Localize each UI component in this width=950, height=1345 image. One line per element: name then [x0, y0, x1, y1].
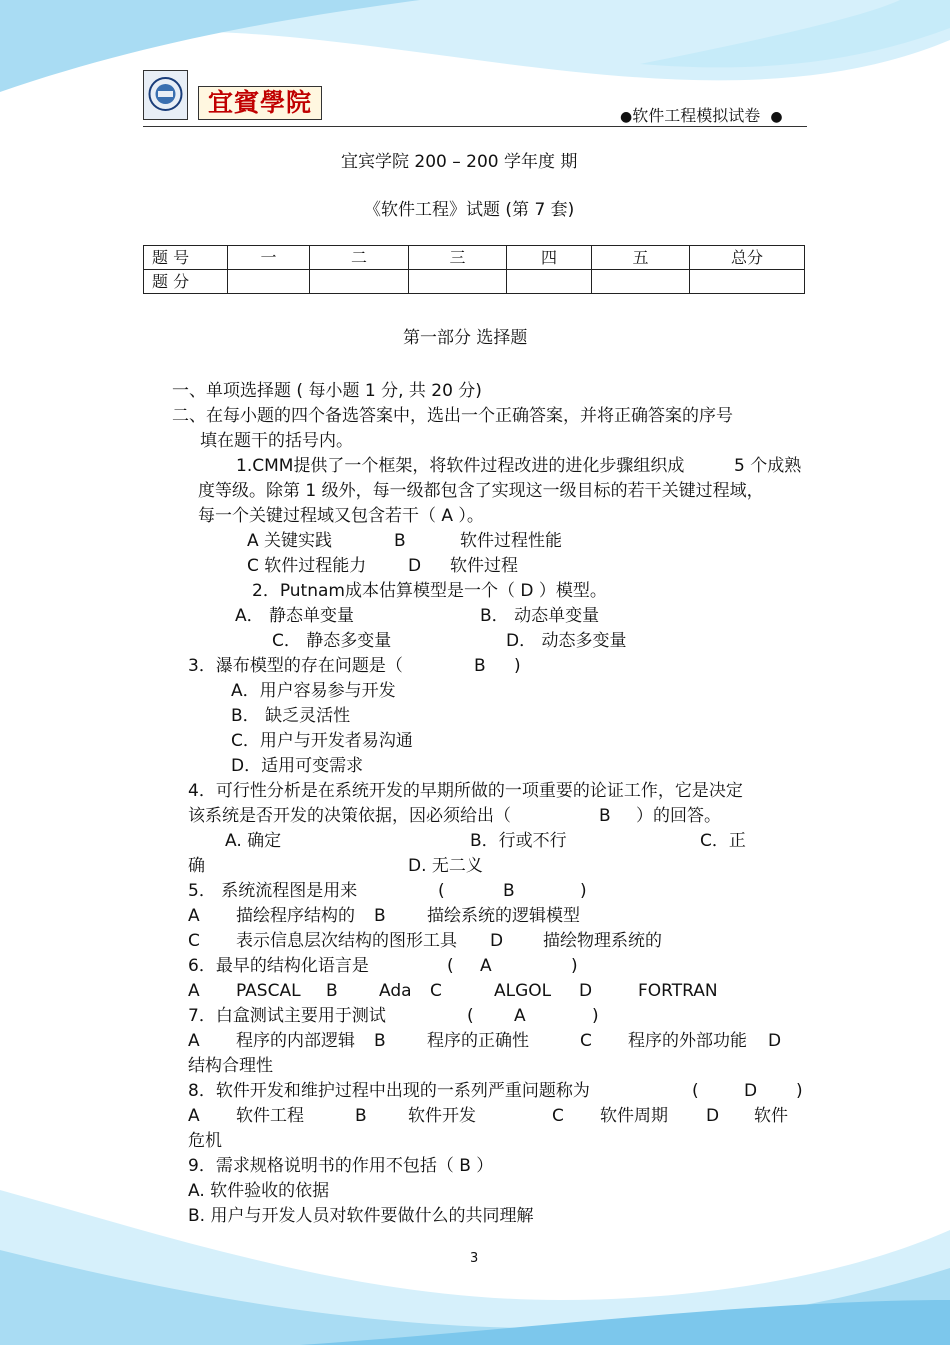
question-8-bracket: )	[796, 1081, 803, 1101]
question-5-answer: B	[503, 881, 515, 901]
instruction-line: 一、单项选择题 ( 每小题 1 分, 共 20 分)	[172, 381, 482, 401]
question-1-option: 软件过程性能	[460, 531, 562, 551]
question-7-stem: 7．白盒测试主要用于测试	[188, 1006, 386, 1026]
question-4-option: C．正	[700, 831, 746, 851]
question-6-option: C	[430, 981, 442, 1001]
question-3-option: B． 缺乏灵活性	[231, 706, 351, 726]
bullet-icon: ●	[770, 109, 783, 125]
question-2-option: D． 动态多变量	[506, 631, 627, 651]
question-8-option: 软件周期	[600, 1106, 668, 1126]
question-5-option: 描绘物理系统的	[543, 931, 662, 951]
question-4-answer: B	[599, 806, 611, 826]
exam-title-line2: 《软件工程》试题 (第 7 套)	[364, 200, 575, 220]
question-3-option: C．用户与开发者易沟通	[231, 731, 413, 751]
school-emblem-icon	[144, 71, 187, 119]
question-8-option: 软件开发	[408, 1106, 476, 1126]
question-1-line: 1.CMM提供了一个框架，将软件过程改进的进化步骤组织成	[236, 456, 685, 476]
question-7-option: B	[374, 1031, 386, 1051]
question-5-stem: 5． 系统流程图是用来	[188, 881, 358, 901]
question-7-option: A	[188, 1031, 200, 1051]
question-4-line: 4．可行性分析是在系统开发的早期所做的一项重要的论证工作，它是决定	[188, 781, 743, 801]
table-cell	[310, 270, 409, 294]
question-6-option: FORTRAN	[638, 981, 718, 1001]
question-5-bracket: )	[580, 881, 587, 901]
question-5-option: D	[490, 931, 504, 951]
instruction-line: 二、在每小题的四个备选答案中，选出一个正确答案，并将正确答案的序号	[172, 406, 733, 426]
question-8-option: C	[552, 1106, 564, 1126]
question-1-option: B	[394, 531, 406, 551]
section-title: 第一部分 选择题	[403, 328, 528, 348]
question-8-option: D	[706, 1106, 720, 1126]
table-row	[144, 246, 805, 270]
question-6-option: PASCAL	[236, 981, 301, 1001]
question-9-stem: 9．需求规格说明书的作用不包括（ B ）	[188, 1156, 494, 1176]
question-8-answer: D	[744, 1081, 758, 1101]
question-6-option: Ada	[379, 981, 412, 1001]
question-4-option: D. 无二义	[408, 856, 483, 876]
question-1-option: 软件过程	[450, 556, 518, 576]
table-cell	[228, 270, 310, 294]
table-cell: 五	[592, 246, 690, 270]
table-cell	[409, 270, 507, 294]
question-4-option: 确	[188, 856, 205, 876]
question-7-option: 程序的正确性	[427, 1031, 529, 1051]
school-emblem	[143, 70, 188, 120]
table-cell: 题 号	[144, 246, 228, 270]
table-cell	[507, 270, 592, 294]
question-3-answer: B	[474, 656, 486, 676]
question-5-option: A	[188, 906, 200, 926]
table-row	[144, 270, 805, 294]
question-6-option: A	[188, 981, 200, 1001]
question-3-stem: 3．瀑布模型的存在问题是（	[188, 656, 403, 676]
table-cell: 二	[310, 246, 409, 270]
question-8-option: B	[355, 1106, 367, 1126]
question-6-answer: A	[480, 956, 492, 976]
question-3-option: A．用户容易参与开发	[231, 681, 396, 701]
question-1-option: C 软件过程能力	[247, 556, 367, 576]
question-3-bracket: )	[514, 656, 521, 676]
question-7-option: D	[768, 1031, 782, 1051]
question-7-bracket: )	[592, 1006, 599, 1026]
question-5-option: C	[188, 931, 200, 951]
question-1-option: D	[408, 556, 422, 576]
question-5-option: 描绘程序结构的	[236, 906, 355, 926]
question-4-line: ）的回答。	[636, 806, 721, 826]
school-logo-text: 宜賓學院	[198, 86, 322, 120]
question-6-option: D	[579, 981, 593, 1001]
question-5-option: B	[374, 906, 386, 926]
question-7-option: 结构合理性	[188, 1056, 273, 1076]
question-5-option: 表示信息层次结构的图形工具	[236, 931, 457, 951]
question-5-option: 描绘系统的逻辑模型	[427, 906, 580, 926]
question-6-option: ALGOL	[494, 981, 552, 1001]
question-5-bracket: (	[438, 881, 445, 901]
table-cell: 总分	[690, 246, 805, 270]
question-8-option: A	[188, 1106, 200, 1126]
question-2-option: A． 静态单变量	[235, 606, 355, 626]
question-8-bracket: (	[692, 1081, 699, 1101]
question-9-option: B. 用户与开发人员对软件要做什么的共同理解	[188, 1206, 534, 1226]
question-7-option: C	[580, 1031, 592, 1051]
question-4-line: 该系统是否开发的决策依据，因必须给出（	[188, 806, 511, 826]
header-title-text: 软件工程模拟试卷	[632, 106, 761, 125]
question-8-option: 软件	[754, 1106, 788, 1126]
question-6-bracket: (	[447, 956, 454, 976]
question-1-line: 每一个关键过程域又包含若干（ A ）。	[198, 506, 484, 526]
instruction-line: 填在题干的括号内。	[200, 431, 353, 451]
question-7-bracket: (	[467, 1006, 474, 1026]
header-title	[620, 103, 783, 126]
question-7-answer: A	[514, 1006, 526, 1026]
table-cell: 一	[228, 246, 310, 270]
question-7-option: 程序的外部功能	[628, 1031, 747, 1051]
question-2-option: C． 静态多变量	[272, 631, 392, 651]
question-7-option: 程序的内部逻辑	[236, 1031, 355, 1051]
table-cell: 三	[409, 246, 507, 270]
question-4-option: A. 确定	[225, 831, 282, 851]
header-divider	[143, 126, 807, 127]
question-2-option: B． 动态单变量	[480, 606, 600, 626]
question-2-stem: 2．Putnam成本估算模型是一个（ D ）模型。	[252, 581, 607, 601]
question-6-option: B	[326, 981, 338, 1001]
table-cell: 题 分	[144, 270, 228, 294]
question-4-option: B．行或不行	[470, 831, 567, 851]
exam-title-line1: 宜宾学院 200 – 200 学年度 期	[341, 152, 578, 172]
table-cell: 四	[507, 246, 592, 270]
question-9-option: A. 软件验收的依据	[188, 1181, 330, 1201]
score-table	[143, 245, 805, 294]
question-1-line: 度等级。除第 1 级外，每一级都包含了实现这一级目标的若干关键过程域，	[198, 481, 764, 501]
page-number: 3	[470, 1251, 479, 1266]
question-1-option: A 关键实践	[247, 531, 333, 551]
question-8-stem: 8．软件开发和维护过程中出现的一系列严重问题称为	[188, 1081, 590, 1101]
question-8-option: 危机	[188, 1131, 222, 1151]
question-1-line: 5 个成熟	[734, 456, 802, 476]
question-6-bracket: )	[571, 956, 578, 976]
table-cell	[592, 270, 690, 294]
question-6-stem: 6．最早的结构化语言是	[188, 956, 369, 976]
table-cell	[690, 270, 805, 294]
bullet-icon: ●	[620, 109, 633, 125]
question-3-option: D．适用可变需求	[231, 756, 364, 776]
question-8-option: 软件工程	[236, 1106, 304, 1126]
